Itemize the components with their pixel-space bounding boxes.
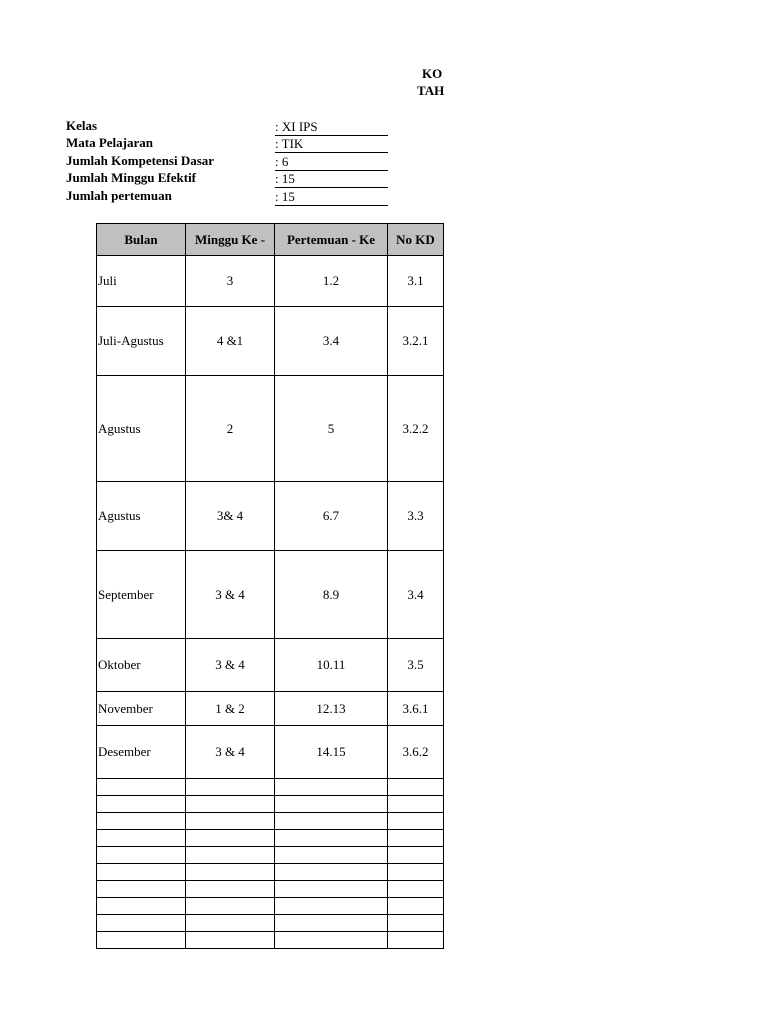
empty-cell [275, 796, 388, 813]
info-label: Jumlah Minggu Efektif [66, 170, 197, 185]
cell-bulan: Desember [97, 726, 186, 779]
info-row-mata-pelajaran [66, 135, 396, 153]
cell-pertemuan: 12.13 [275, 692, 388, 726]
table-row-empty [97, 796, 444, 813]
cell-pertemuan: 1.2 [275, 256, 388, 307]
info-value: : 6 [275, 153, 388, 171]
table-row-empty [97, 830, 444, 847]
empty-cell [97, 881, 186, 898]
table-row-empty [97, 898, 444, 915]
empty-cell [186, 796, 275, 813]
cell-no-kd: 3.6.1 [388, 692, 444, 726]
table-row-empty [97, 779, 444, 796]
empty-cell [97, 898, 186, 915]
empty-cell [97, 796, 186, 813]
empty-cell [97, 847, 186, 864]
cell-no-kd: 3.2.1 [388, 307, 444, 376]
empty-cell [388, 898, 444, 915]
column-header-pertemuan: Pertemuan - Ke [275, 224, 388, 256]
table-row [97, 551, 444, 639]
cell-no-kd: 3.3 [388, 482, 444, 551]
empty-cell [97, 830, 186, 847]
empty-cell [186, 813, 275, 830]
empty-cell [388, 813, 444, 830]
empty-cell [97, 932, 186, 949]
table-row-empty [97, 813, 444, 830]
cell-no-kd: 3.6.2 [388, 726, 444, 779]
table-header-row [97, 224, 444, 256]
table-row-empty [97, 915, 444, 932]
info-row-jumlah-kompetensi-dasar [66, 153, 396, 171]
cell-bulan: November [97, 692, 186, 726]
empty-cell [275, 847, 388, 864]
info-value: : TIK [275, 135, 388, 153]
column-header-minggu: Minggu Ke - [186, 224, 275, 256]
table-row-empty [97, 847, 444, 864]
empty-cell [275, 932, 388, 949]
cell-minggu: 3 [186, 256, 275, 307]
empty-cell [186, 847, 275, 864]
empty-cell [186, 932, 275, 949]
cell-pertemuan: 14.15 [275, 726, 388, 779]
column-header-no-kd: No KD [388, 224, 444, 256]
empty-cell [97, 915, 186, 932]
cell-pertemuan: 8.9 [275, 551, 388, 639]
empty-rows [97, 779, 444, 949]
cell-minggu: 3 & 4 [186, 726, 275, 779]
cell-pertemuan: 3.4 [275, 307, 388, 376]
table-row [97, 307, 444, 376]
cell-minggu: 3& 4 [186, 482, 275, 551]
info-label: Jumlah Kompetensi Dasar [66, 153, 215, 168]
info-value: : 15 [275, 170, 388, 188]
table-row-empty [97, 932, 444, 949]
cell-no-kd: 3.4 [388, 551, 444, 639]
cell-no-kd: 3.2.2 [388, 376, 444, 482]
empty-cell [186, 898, 275, 915]
cell-bulan: Juli [97, 256, 186, 307]
info-label: Mata Pelajaran [66, 135, 154, 150]
cell-pertemuan: 6.7 [275, 482, 388, 551]
cell-bulan: Agustus [97, 482, 186, 551]
empty-cell [186, 830, 275, 847]
empty-cell [388, 779, 444, 796]
cell-minggu: 4 &1 [186, 307, 275, 376]
empty-cell [97, 779, 186, 796]
empty-cell [275, 915, 388, 932]
document-title-line-1: KO [422, 66, 443, 81]
empty-cell [186, 779, 275, 796]
cell-no-kd: 3.5 [388, 639, 444, 692]
empty-cell [97, 864, 186, 881]
cell-pertemuan: 5 [275, 376, 388, 482]
table-row [97, 726, 444, 779]
empty-cell [388, 847, 444, 864]
table-row [97, 692, 444, 726]
empty-cell [388, 864, 444, 881]
cell-minggu: 3 & 4 [186, 551, 275, 639]
info-label: Jumlah pertemuan [66, 188, 172, 203]
cell-bulan: Oktober [97, 639, 186, 692]
table-row [97, 639, 444, 692]
empty-cell [275, 813, 388, 830]
cell-minggu: 2 [186, 376, 275, 482]
table-row [97, 482, 444, 551]
cell-minggu: 3 & 4 [186, 639, 275, 692]
empty-cell [186, 881, 275, 898]
empty-cell [388, 932, 444, 949]
empty-cell [388, 796, 444, 813]
info-row-kelas [66, 118, 396, 136]
info-row-jumlah-pertemuan [66, 188, 396, 206]
cell-pertemuan: 10.11 [275, 639, 388, 692]
empty-cell [186, 915, 275, 932]
info-row-jumlah-minggu-efektif [66, 170, 396, 188]
empty-cell [275, 881, 388, 898]
table-row [97, 256, 444, 307]
info-label: Kelas [66, 118, 98, 133]
column-header-bulan: Bulan [97, 224, 186, 256]
empty-cell [275, 779, 388, 796]
table-row [97, 376, 444, 482]
table-row-empty [97, 864, 444, 881]
empty-cell [275, 864, 388, 881]
cell-bulan: Juli-Agustus [97, 307, 186, 376]
info-value: : 15 [275, 188, 388, 206]
cell-minggu: 1 & 2 [186, 692, 275, 726]
empty-cell [388, 881, 444, 898]
empty-cell [388, 915, 444, 932]
info-value: : XI IPS [275, 118, 388, 136]
document-title-line-2: TAH [417, 83, 445, 98]
empty-cell [275, 898, 388, 915]
empty-cell [97, 813, 186, 830]
cell-bulan: September [97, 551, 186, 639]
schedule-table [96, 223, 444, 949]
empty-cell [275, 830, 388, 847]
cell-bulan: Agustus [97, 376, 186, 482]
empty-cell [186, 864, 275, 881]
table-row-empty [97, 881, 444, 898]
empty-cell [388, 830, 444, 847]
cell-no-kd: 3.1 [388, 256, 444, 307]
